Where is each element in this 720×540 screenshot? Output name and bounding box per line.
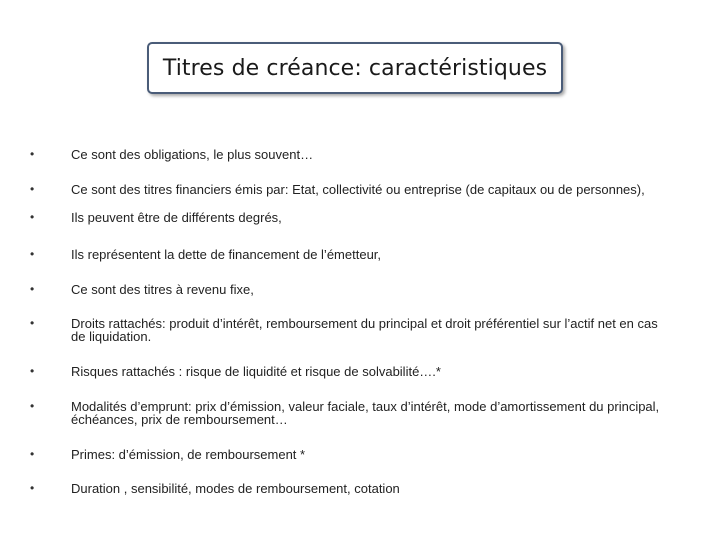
list-item-text: Ils représentent la dette de financement de l’émetteur, (71, 247, 382, 262)
list-item-text: Risques rattachés : risque de liquidité et risque de solvabilité….* (71, 364, 441, 379)
list-item-text: Ce sont des obligations, le plus souvent… (71, 147, 314, 162)
bullet-icon: • (30, 210, 35, 224)
bullet-icon: • (30, 481, 35, 495)
slide-title: Titres de créance: caractéristiques (162, 55, 548, 81)
bullet-icon: • (30, 316, 35, 330)
bullet-icon: • (30, 182, 35, 196)
list-item-text: Ce sont des titres à revenu fixe, (71, 282, 254, 297)
list-item-text: Ce sont des titres financiers émis par: Etat, collectivité ou entreprise (de capitaux ou de personnes), (71, 182, 645, 197)
bullet-icon: • (30, 147, 35, 161)
list-item-text: Modalités d’emprunt: prix d’émission, valeur faciale, taux d’intérêt, mode d’amortissement du principal, échéances, prix de remboursement… (71, 399, 660, 427)
list-item-text: Droits rattachés: produit d’intérêt, remboursement du principal et droit préférentiel sur l’actif net en cas de liquidation. (71, 316, 658, 344)
list-item-text: Duration , sensibilité, modes de remboursement, cotation (71, 481, 400, 496)
bullet-icon: • (30, 364, 35, 378)
bullet-icon: • (30, 399, 35, 413)
bullet-icon: • (30, 447, 35, 461)
bullet-icon: • (30, 247, 35, 261)
bullet-icon: • (30, 282, 35, 296)
list-item-text: Ils peuvent être de différents degrés, (71, 210, 282, 225)
list-item-text: Primes: d’émission, de remboursement * (71, 447, 306, 462)
